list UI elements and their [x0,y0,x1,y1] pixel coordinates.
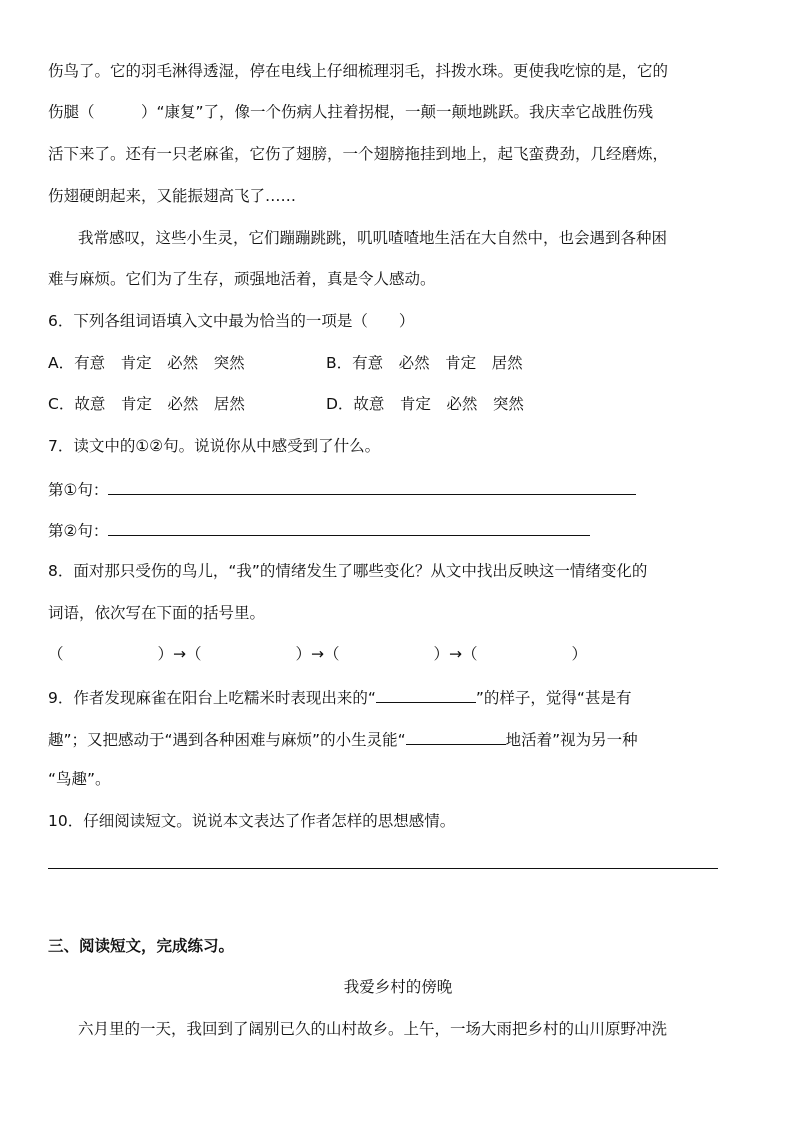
option-a[interactable]: A．有意 肯定 必然 突然 [48,354,245,372]
passage-line-6: 难与麻烦。它们为了生存，顽强地活着，真是令人感动。 [48,270,436,288]
option-d[interactable]: D．故意 肯定 必然 突然 [326,395,524,413]
bracket-close: ） [571,645,588,663]
sentence-2-label: 第②句： [48,522,109,540]
arrow-2: ）→（ [295,645,340,663]
option-c[interactable]: C．故意 肯定 必然 居然 [48,395,245,413]
question-9-blank-1[interactable] [376,686,476,703]
question-6-stem: 6．下列各组词语填入文中最为恰当的一项是（ ） [48,312,415,330]
question-8-stem-line-1: 8．面对那只受伤的鸟儿，“我”的情绪发生了哪些变化？从文中找出反映这一情绪变化的 [48,562,648,580]
arrow-1: ）→（ [157,645,202,663]
passage-line-2: 伤腿（ ）“康复”了，像一个伤病人拄着拐棍，一颠一颠地跳跃。我庆幸它战胜伤残 [48,103,654,121]
question-7-stem: 7．读文中的①②句。说说你从中感受到了什么。 [48,437,381,455]
question-10-stem: 10．仔细阅读短文。说说本文表达了作者怎样的思想感情。 [48,812,456,830]
question-8-stem-line-2: 词语，依次写在下面的括号里。 [48,604,266,622]
passage-line-5: 我常感叹，这些小生灵，它们蹦蹦跳跳，叽叽喳喳地生活在大自然中，也会遇到各种困 [78,229,668,247]
sentence-1-label: 第①句： [48,481,109,499]
section-3-title: 三、阅读短文，完成练习。 [48,937,235,955]
question-7-sentence-1 [48,478,636,500]
article-first-line: 六月里的一天，我回到了阔别已久的山村故乡。上午，一场大雨把乡村的山川原野冲洗 [78,1020,668,1038]
question-7-sentence-2 [48,519,590,541]
question-6-options-row-1 [48,353,748,373]
passage-line-1: 伤鸟了。它的羽毛淋得透湿，停在电线上仔细梳理羽毛，抖拨水珠。更使我吃惊的是，它的 [48,62,669,80]
question-9-blank-2[interactable] [406,728,506,745]
option-b[interactable]: B．有意 必然 肯定 居然 [326,354,523,372]
bracket-open: （ [48,645,64,663]
worksheet-page [48,0,748,1123]
question-8-answer-brackets [48,644,587,664]
question-10-answer-line[interactable] [48,868,718,869]
question-9-text-1: 9．作者发现麻雀在阳台上吃糯米时表现出来的“ [48,689,376,707]
question-9-line-2 [48,728,638,750]
question-9-text-3: 趣”；又把感动于“遇到各种困难与麻烦”的小生灵能“ [48,731,406,749]
passage-line-3: 活下来了。还有一只老麻雀，它伤了翅膀，一个翅膀拖挂到地上，起飞蛮费劲，几经磨炼， [48,145,669,163]
question-9-line-3: “鸟趣”。 [48,770,111,788]
arrow-3: ）→（ [433,645,478,663]
question-9-text-2: ”的样子，觉得“甚是有 [475,689,632,707]
article-title: 我爱乡村的傍晚 [343,978,453,996]
question-9-text-4: 地活着”视为另一种 [505,731,638,749]
question-9-line-1 [48,686,631,708]
passage-line-4: 伤翅硬朗起来，又能振翅高飞了…… [48,187,297,205]
sentence-2-answer-line[interactable] [108,519,590,536]
sentence-1-answer-line[interactable] [108,478,636,495]
question-6-options-row-2 [48,394,748,414]
